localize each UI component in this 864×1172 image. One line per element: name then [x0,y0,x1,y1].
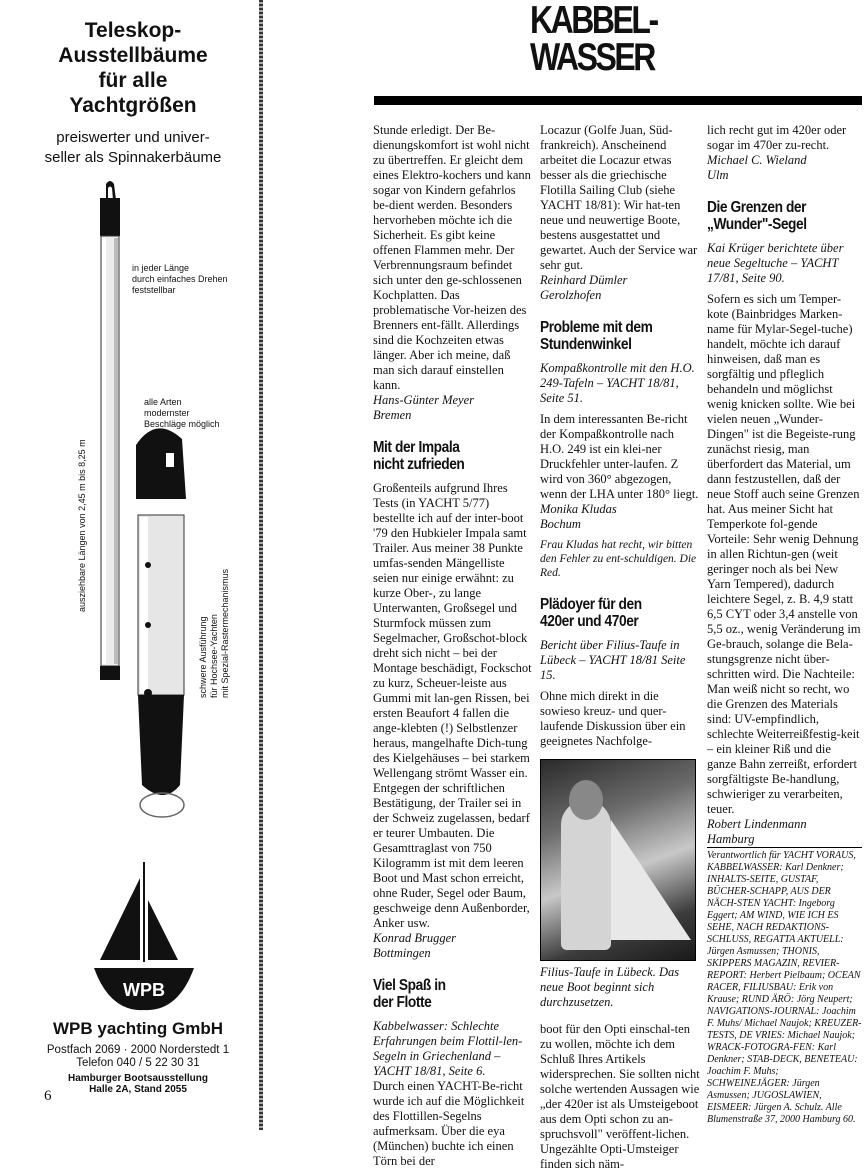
text-column-3 [707,123,862,1126]
col3-intro: lich recht gut im 420er oder sogar im 470er zu-recht. [707,123,847,152]
col2-ref-2: Bericht über Filius-Taufe in Lübeck – YACHT 18/81 Seite 15. [540,638,686,682]
col2-text-3: boot für den Opti einschal-ten zu wollen, möchte ich dem Schluß Ihres Artikels widersprechen. Sie sollten nicht solche wertenden Aussagen wie „der 420er ist als Umsteigeboot aus dem Opti schon zu an-spruchsvoll" veröffent-lichen. Ungezählte Opti-Umsteiger finden sich näm- [540,1022,700,1171]
col3-text-1: Sofern es sich um Temper-kote (Bainbridges Marken-name für Mylar-Segel-tuche) handelt, möchte ich darauf hinweisen, daß man es sorgfältig und pfleglich behandeln und möglichst wenig knicken sollte. Wie bei vielen neuen „Wunder-Dingen" ist die Begeiste-rung zunächst riesig, man überfordert das Material, um dann festzustellen, daß der neue Stoff auch seine Grenzen hat. Aus meiner Sicht hat Temperkote fol-gende Vorteile: Sehr wenig Dehnung in allen Richtun-gen (weit geringer noch als bei New Yarn Tempered), dadurch leichtere Segel, z. B. 4,9 statt 6,5 CYT oder 3,4 anstelle von 5,5 oz., wenig Veränderung im Ge-brauch, solange die Bela-stungsgrenze nicht über-schritten wird. Die Nachteile: Man weiß nicht so recht, wo die Grenzen des Materials sind: UV-empfindlich, schlechte Weiterreißfestig-keit – ein kleiner Riß und die ganze Bahn zerreißt, erfordert sorgfältigste Be-handlung, schwieriger zu verarbeiten, teuer. [707,292,861,816]
ad-note-length: in jeder Länge durch einfaches Drehen feststellbar [132,263,228,295]
col1-intro: Stunde erledigt. Der Be-dienungskomfort ist wohl nicht zu übertreffen. Er gleicht dem eines Elektro-kochers und kann sogar von Kindern gefahrlos be-dient werden. Besonders hervorheben möchte ich die Sicherheit. Es gibt keine offenen Flammen mehr. Der Verbrennungsraum befindet sich unter den ge-schlossenen Kochplatten. Das problematische Vor-heizen des Brenners ent-fällt. Allerdings sind die Kochzeiten etwas länger. Aber ich meine, daß man sich darauf einstellen kann. [373,123,531,392]
col3-heading-1: Die Grenzen der „Wunder"-Segel [707,199,807,233]
col3-intro-author: Michael C. Wieland Ulm [707,153,807,182]
col2-text-1: In dem interessanten Be-richt der Kompaßkontrolle nach H.O. 249 ist ein klei-ner Druckfehler unter-laufen. Z wird von 360° abgezogen, wenn der LHA unter 180° liegt. [540,412,699,501]
col1-author-1: Konrad Brugger Bottmingen [373,931,456,960]
col1-ref-2: Kabbelwasser: Schlechte Erfahrungen beim Flottil-len-Segeln in Griechenland – YACHT 18/81, Seite 6. [373,1019,523,1078]
col2-ref-1: Kompaßkontrolle mit den H.O. 249-Tafeln – YACHT 18/81, Seite 51. [540,361,695,405]
ad-note-heavy: schwere Ausführung für Hochsee-Yachten mit Spezial-Rastermechanismus [198,568,230,698]
page-number: 6 [44,1088,52,1104]
col1-heading-1: Mit der Impala nicht zufrieden [373,439,465,473]
col2-intro: Locazur (Golfe Juan, Süd-frankreich). Anscheinend arbeitet die Locazur etwas besser als die griechische Flotilla Sailing Club (siehe YACHT 18/81): Wir hat-ten neue und neuwertige Boote, bestens ausgestattet und gewartet. Auch der Service war sehr gut. [540,123,698,272]
col2-intro-author: Reinhard Dümler Gerolzhofen [540,273,628,302]
text-column-2 [540,123,700,1172]
col2-heading-2: Plädoyer für den 420er und 470er [540,596,642,630]
text-column-1 [373,123,533,1169]
photo-caption: Filius-Taufe in Lübeck. Das neue Boot beginnt sich durchzusetzen. [540,965,680,1009]
col1-heading-2: Viel Spaß in der Flotte [373,977,446,1011]
col3-ref-1: Kai Krüger berichtete über neue Segeltuche – YACHT 17/81, Seite 90. [707,241,844,285]
col1-text-2: Durch einen YACHT-Be-richt wurde ich auf die Möglichkeit des Flottillen-Segelns aufmerksam. Über die eya (München) buchte ich einen Törn bei der [373,1079,525,1168]
col1-text-1: Großenteils aufgrund Ihres Tests (in YACHT 5/77) bestellte ich auf der inter-boot '79 den Hubkieler Impala samt Trailer. Aus meiner 38 Punkte umfas-senden Mängelliste seien nur einige erwähnt: zu kurze Ober-, zu lange Unterwanten, Großsegel und Sturmfock müssen zum Segelmacher, Großschot-block dreht sich nicht – bei der Montage beschädigt, Fockschot zu kurz, Scheuer-leiste aus Gummi mit lan-gen Rissen, bei ersten Beaufort 4 fallen die ange-klebten (!) Selbstlenzer heraus, mangelhafte Dich-tung des Kielgehäuses – bei starkem Wellengang strömt Wasser ein. Entgegen der schriftlichen Bestätigung, der Trailer sei in der Schweiz zugelassen, bedarf er teurer Umbauten. Die Gesamttraglast von 750 Kilogramm ist mit dem leeren Boot und Mast schon erreicht, ohne Ruder, Segel oder Baum, geschweige denn Außenborder, Anker usw. [373,481,532,930]
col3-author-1: Robert Lindenmann Hamburg [707,817,807,846]
ad-address: Postfach 2069 · 2000 Norderstedt 1 Telefon 040 / 5 22 30 31 [46,1044,230,1069]
imprint-box: Verantwortlich für YACHT VORAUS, KABBELWASSER: Karl Denkner; INHALTS-SEITE, GUSTAF, BÜCHER-SCHAPP, AUS DER NÄCH-STEN YACHT: Ingeborg Eggert; AM WIND, WIE ICH ES SEHE, NACH REDAKTIONS-SCHLUSS, REGATTA AKTUELL: Jürgen Asmussen; THONIS, SKIPPERS MAGAZIN, REVIER-REPORT: Herbert Pielbaum; OCEAN RACER, FILIUSBAU: Erik von Krause; RUND ÄRÖ: Jörg Neupert; NAVIGATIONS-JOURNAL: Joachim F. Muhs/ Michael Naujok; KREUZER-TESTS, DE VRIES: Michael Naujok; WRACK-FOTOGRA-FEN: Karl Denkner; STAB-DECK, BENETEAU: Joachim F. Muhs; SCHWEINEJÄGER: Jürgen Asmussen; JUGOSLAWIEN, EISMEER: Jürgen A. Schulz. Alle Blumenstraße 37, 2000 Hamburg 60. [707,847,862,1126]
col2-heading-1: Probleme mit dem Stundenwinkel [540,319,653,353]
ad-company: WPB yachting GmbH [52,1019,223,1038]
heavy-pole-illustration [126,425,196,825]
column-divider [259,0,263,1130]
col2-reply-1: Frau Kludas hat recht, wir bitten den Fehler zu ent-schuldigen. Die Red. [540,539,697,579]
ad-fair: Hamburger Bootsausstellung Halle 2A, Stand 2055 [67,1073,209,1095]
wpb-logo-text: WPB [123,980,165,1000]
ad-headline: Teleskop- Ausstellbäume für alle Yachtgrößen [58,19,208,117]
article-photo [540,759,696,961]
ad-note-fittings: alle Arten modernster Beschläge möglich [144,397,220,429]
col2-author-1: Monika Kludas Bochum [540,502,617,531]
header-rule [374,96,862,105]
col1-intro-author: Hans-Günter Meyer Bremen [373,393,475,422]
col2-text-2: Ohne mich direkt in die sowieso kreuz- und quer-laufende Diskussion über ein geeignetes Nachfolge- [540,689,686,748]
section-title: KABBEL- WASSER [530,0,657,79]
ad-subline: preiswerter und univer- seller als Spinnakerbäume [44,129,222,166]
ad-note-lengths: ausziehbare Längen von 2,45 m bis 8,25 m [77,439,87,612]
